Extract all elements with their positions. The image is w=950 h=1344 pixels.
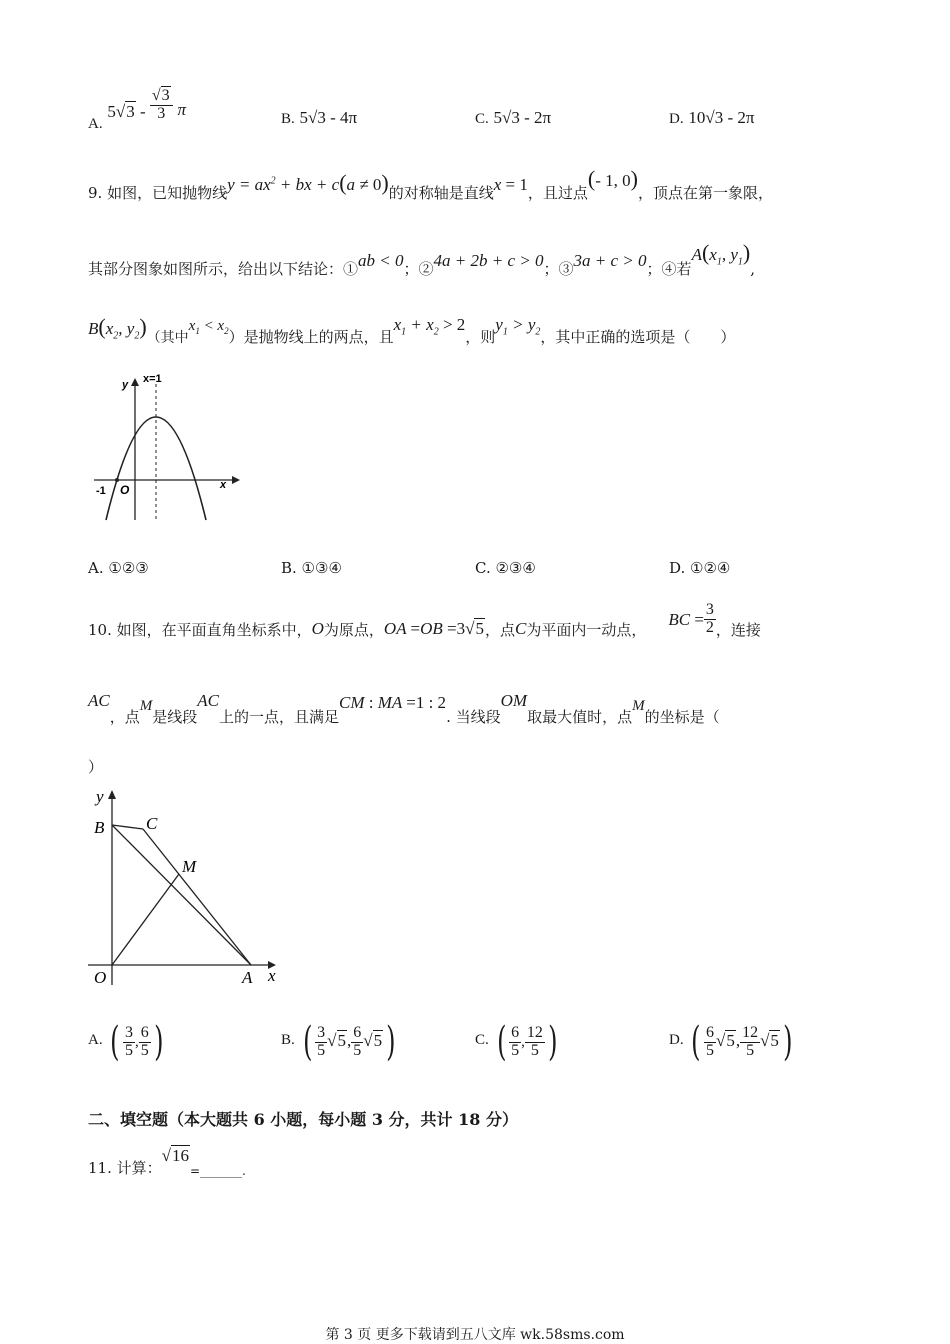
q10-triangle-figure: [88, 785, 288, 990]
q10-text: ，点: [109, 708, 140, 726]
q10-text: ，连接: [715, 621, 761, 640]
fig-label-y: y: [96, 787, 104, 806]
point-neg-one: [115, 478, 119, 482]
q11-suffix: =_______.: [189, 1164, 246, 1178]
q9-point-a: $A(x_1$, $y_1$): [691, 240, 751, 268]
q9-text: 9. 如图，已知抛物线: [88, 184, 228, 202]
q8-option-c: [475, 108, 551, 128]
fig-neg-one-label: -1: [96, 485, 106, 497]
q9-text: ，且过点: [527, 184, 588, 202]
fig-label-x: x: [268, 966, 276, 985]
q9-sum-condition: $x_1 + x_2 > 2$: [393, 315, 466, 338]
fig-label-a: A: [242, 968, 253, 987]
option-label: D.: [669, 1032, 684, 1048]
q10-line-3: ）: [88, 758, 104, 776]
q9-line-1: [88, 166, 773, 202]
q9-text: ，顶点在第一象限，: [637, 184, 773, 202]
option-label: D.: [669, 111, 684, 127]
q10-text: 10. 如图，在平面直角坐标系中，: [88, 621, 312, 640]
q9-text: ③: [558, 260, 574, 278]
option-label: A.: [88, 116, 103, 133]
q10-text: 的坐标是（: [644, 708, 720, 726]
q10-m-2: M: [632, 698, 645, 714]
option-label: B.: [281, 111, 295, 127]
q10-om: OM: [500, 691, 528, 710]
q9-text: 的对称轴是直线: [388, 184, 494, 202]
q9-point-b: $B(x_2$, $y_2$): [88, 314, 147, 342]
q8-option-b-expr: 5√3 - 4π: [299, 108, 358, 127]
q9-text: ④若: [661, 260, 692, 278]
q9-option-d: D. ①②④: [669, 559, 731, 577]
q10-option-d: D. ( $\frac{6}{5}$ √5, $\frac{12}{5}$ √5 ): [669, 1019, 793, 1065]
q9-conclusion-3: 3a + c > 0: [573, 251, 647, 270]
q9-sep: ；: [403, 260, 419, 278]
segment-bc: [112, 825, 143, 829]
q10-o: O: [311, 619, 324, 639]
q9-text: ，其中正确的选项是（ ）: [540, 328, 736, 346]
q10-text: 是线段: [152, 708, 198, 726]
q9-conclusion-1: ab < 0: [358, 251, 404, 270]
q10-option-c: C. ( $\frac{6}{5}$ , $\frac{12}{5}$ ): [475, 1019, 558, 1065]
segment-ba: [112, 825, 251, 965]
fig-label-c: C: [146, 814, 158, 833]
q9-line-2: 其部分图象如图所示，给出以下结论：①ab < 0；②4a + 2b + c > 0；③3a + c > 0；④若$A(x_1$, $y_1$),: [88, 240, 755, 278]
q10-ac-2: AC: [197, 691, 219, 710]
q9-text: ②: [418, 260, 434, 278]
q10-option-a: A. ( $\frac{3}{5}$ , $\frac{6}{5}$ ): [88, 1019, 164, 1065]
q11-prefix: 11. 计算：: [88, 1159, 162, 1177]
fig-label-m: M: [182, 857, 197, 876]
y-axis-arrow: [131, 378, 139, 386]
q10-bc: BC =: [668, 610, 704, 630]
q8-option-d-expr: 10√3 - 2π: [688, 108, 755, 127]
q10-line-2: [88, 690, 720, 726]
q10-ac: AC: [88, 691, 110, 710]
q9-y1-gt-y2: $y_1 > y_2$: [495, 315, 541, 338]
q10-ratio: CM : MA =1 : 2: [339, 693, 447, 712]
q10-text: 取最大值时，点: [527, 708, 633, 726]
q9-sep: ；: [543, 260, 559, 278]
q10-bc-frac: $\frac{3}{2}$: [705, 601, 714, 636]
q9-x1-lt-x2: $x_1 < x_2$: [188, 318, 229, 336]
option-label: C.: [475, 111, 489, 127]
q9-option-c: C. ②③④: [475, 559, 536, 577]
q9-point: (- 1, 0): [587, 166, 638, 191]
fig-x-label: x: [220, 479, 227, 491]
fig-origin-label: O: [120, 483, 130, 497]
q8-option-d: [669, 108, 754, 128]
q8-option-a-frac: $\frac{√3}{3}$: [150, 88, 173, 123]
option-label: A.: [88, 1032, 103, 1048]
q9-option-b: B. ①③④: [281, 559, 342, 577]
fig-label-b: B: [94, 818, 105, 837]
q9-text: ）是抛物线上的两点，且: [228, 328, 394, 346]
q10-option-b: B. ( $\frac{3}{5}$ √5, $\frac{6}{5}$ √5 ): [281, 1019, 396, 1065]
q10-text: 为原点，: [323, 621, 384, 640]
page-footer: 第 3 页 更多下载请到五八文库 wk.58sms.com: [325, 1327, 625, 1343]
q9-text: ，则: [465, 328, 496, 346]
q9-conclusion-2: 4a + 2b + c > 0: [433, 251, 544, 270]
fig-y-label: y: [122, 379, 129, 391]
fig-label-o: O: [94, 968, 107, 987]
q9-text: （其中: [146, 330, 189, 346]
fig-axis-label: x=1: [143, 373, 162, 385]
q10-text: 为平面内一动点，: [526, 621, 647, 640]
q10-text: . 当线段: [446, 708, 501, 726]
x-axis-arrow: [232, 476, 240, 484]
q11-radicand: 16: [171, 1146, 189, 1165]
q10-text: ，点: [484, 621, 515, 640]
q9-text: 其部分图象如图所示，给出以下结论：①: [88, 260, 359, 278]
option-label: C.: [475, 1032, 489, 1048]
q9-option-a: A. ①②③: [88, 559, 149, 577]
q8-option-a-expr: 5√3 -: [107, 102, 150, 122]
q9-line-3: [88, 314, 736, 346]
y-axis-arrow: [108, 790, 116, 799]
q8-option-b: [281, 108, 357, 128]
q10-text: 上的一点，且满足: [219, 708, 340, 726]
q11: [88, 1145, 246, 1178]
q10-line-1: [88, 594, 761, 640]
section-2-heading: 二、填空题（本大题共 6 小题，每小题 3 分，共计 18 分）: [88, 1110, 518, 1129]
q9-axis-eq: x = 1: [493, 175, 528, 194]
option-label: B.: [281, 1032, 295, 1048]
q9-sep: ；: [646, 260, 662, 278]
segment-om: [112, 874, 179, 965]
q10-c: C: [514, 619, 527, 639]
q10-m: M: [139, 698, 153, 714]
q8-option-c-expr: 5√3 - 2π: [493, 108, 552, 127]
q10-oa-ob: OA =OB =3√5: [383, 619, 484, 639]
q11-sqrt: √16: [161, 1146, 189, 1165]
q9-parabola-eq: $y = ax^2$ + bx + c(a ≠ 0): [227, 170, 389, 195]
segment-ca: [143, 829, 251, 965]
q9-parabola-figure: [88, 370, 248, 525]
q8-option-a: A. 5√3 - $\frac{√3}{3}$ π: [88, 87, 186, 133]
